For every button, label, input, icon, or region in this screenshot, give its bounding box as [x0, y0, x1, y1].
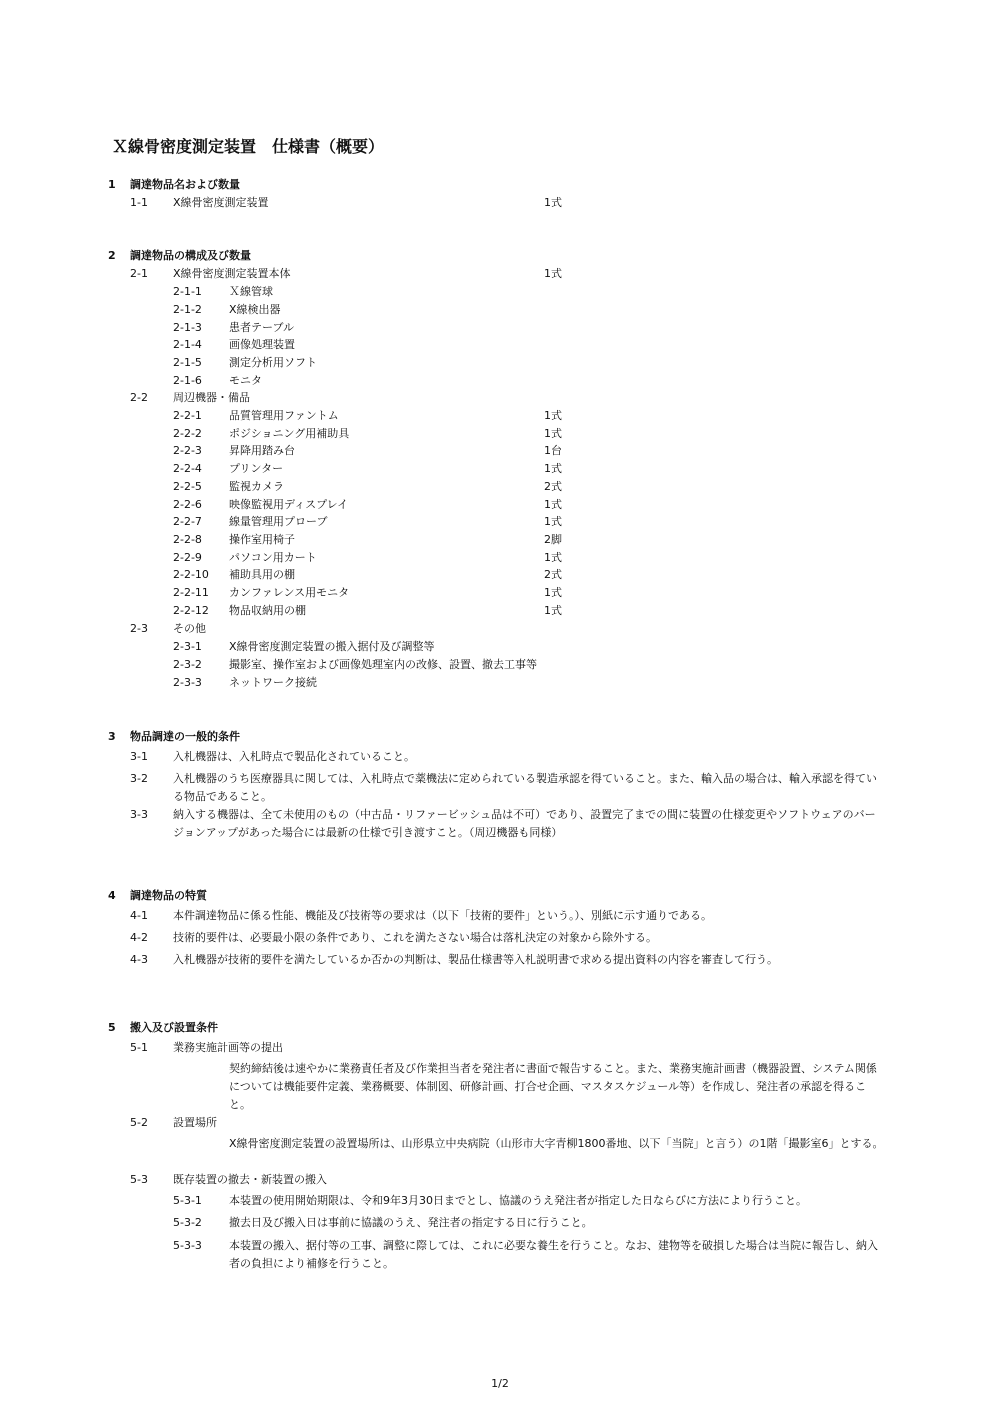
clause-text: 本件調達物品に係る性能、機能及び技術等の要求は（以下「技術的要件」という。）、別紙に示す通りである。 — [173, 909, 712, 922]
sub-item-name: 品質管理用ファントム — [229, 409, 339, 422]
sub-item-name: 撮影室、操作室および画像処理室内の改修、設置、撤去工事等 — [229, 657, 537, 671]
sub-item-code: 2-2-12 — [173, 603, 209, 617]
sub-item-qty: 1式 — [544, 603, 562, 617]
sub-item-code: 2-1-1 — [173, 285, 202, 298]
document-title: Ｘ線骨密度測定装置 仕様書（概要） — [112, 137, 385, 156]
sub-item-code: 2-2-7 — [173, 515, 202, 529]
clause-text: X線骨密度測定装置の設置場所は、山形県立中央病院（山形市大字青柳1800番地、以下「当院」と言う）の1階「撮影室6」とする。 — [229, 1137, 884, 1150]
section-number: 5 — [108, 1021, 116, 1034]
clause-text: 本装置の使用開始期限は、令和9年3月30日までとし、協議のうえ発注者が指定した日ならびに方法により行うこと。 — [229, 1194, 807, 1207]
sub-item-code: 2-3-3 — [173, 675, 202, 689]
sub-item-code: 2-2-10 — [173, 568, 209, 582]
sub-item-name: 操作室用椅子 — [229, 532, 295, 546]
sub-item-name: 監視カメラ — [229, 479, 284, 493]
sub-item-code: 2-2-9 — [173, 550, 202, 564]
section-title: 調達物品名および数量 — [130, 178, 240, 191]
section-number: 4 — [108, 889, 116, 902]
clause-code: 5-3-3 — [173, 1239, 202, 1252]
sub-item-code: 2-1-5 — [173, 356, 202, 370]
clause-code: 5-3-1 — [173, 1194, 202, 1207]
item-name: その他 — [173, 622, 206, 635]
sub-item-code: 2-2-5 — [173, 479, 202, 493]
item-code: 2-2 — [130, 391, 148, 404]
clause-heading: 設置場所 — [173, 1116, 217, 1129]
sub-item-qty: 1台 — [544, 444, 562, 458]
sub-item-qty: 1式 — [544, 409, 562, 422]
sub-item-name: 画像処理装置 — [229, 338, 295, 352]
sub-item-qty: 2脚 — [544, 532, 562, 546]
sub-item-name: 昇降用踏み台 — [229, 444, 295, 458]
clause-text: 技術的要件は、必要最小限の条件であり、これを満たさない場合は落札決定の対象から除外する。 — [173, 931, 657, 944]
clause-code: 3-1 — [130, 750, 148, 763]
item-code: 1-1 — [130, 196, 148, 209]
clause-heading: 業務実施計画等の提出 — [173, 1041, 283, 1054]
section-title: 調達物品の構成及び数量 — [130, 249, 251, 262]
sub-item-code: 2-2-11 — [173, 586, 209, 599]
sub-item-name: X線骨密度測定装置の搬入据付及び調整等 — [229, 640, 435, 653]
section-title: 搬入及び設置条件 — [130, 1021, 218, 1034]
sub-item-code: 2-1-3 — [173, 320, 202, 334]
sub-item-code: 2-1-2 — [173, 302, 202, 316]
sub-item-code: 2-1-4 — [173, 338, 202, 352]
sub-item-name: パソコン用カート — [229, 550, 317, 564]
clause-code: 5-2 — [130, 1116, 148, 1129]
item-name: X線骨密度測定装置本体 — [173, 267, 291, 280]
clause-text: 入札機器が技術的要件を満たしているか否かの判断は、製品仕様書等入札説明書で求める提出資料の内容を審査して行う。 — [173, 953, 778, 966]
item-code: 2-1 — [130, 267, 148, 280]
item-name: 周辺機器・備品 — [173, 391, 250, 404]
sub-item-code: 2-2-2 — [173, 426, 202, 440]
sub-item-name: X線検出器 — [229, 302, 281, 316]
clause-code: 3-2 — [130, 772, 148, 785]
sub-item-name: モニタ — [229, 374, 262, 387]
sub-item-code: 2-1-6 — [173, 374, 202, 387]
page-number: 1/2 — [491, 1377, 509, 1390]
clause-code: 4-1 — [130, 909, 148, 922]
sub-item-name: 補助具用の棚 — [229, 568, 295, 582]
clause-text: 撤去日及び搬入日は事前に協議のうえ、発注者の指定する日に行うこと。 — [229, 1216, 593, 1229]
clause-code: 3-3 — [130, 808, 148, 821]
clause-code: 4-3 — [130, 953, 148, 966]
sub-item-name: プリンター — [229, 462, 284, 476]
item-qty: 1式 — [544, 267, 562, 280]
sub-item-code: 2-2-1 — [173, 409, 202, 422]
sub-item-name: 映像監視用ディスプレイ — [229, 497, 349, 511]
sub-item-code: 2-3-1 — [173, 640, 202, 653]
sub-item-qty: 1式 — [544, 462, 562, 476]
clause-text: 入札機器は、入札時点で製品化されていること。 — [173, 750, 415, 763]
section-title: 物品調達の一般的条件 — [130, 730, 240, 743]
sub-item-name: 患者テーブル — [229, 320, 295, 334]
clause-code: 5-3 — [130, 1173, 148, 1186]
sub-item-qty: 1式 — [544, 497, 562, 511]
section-title: 調達物品の特質 — [130, 889, 207, 902]
clause-text: 本装置の搬入、据付等の工事、調整に際しては、これに必要な養生を行うこと。なお、建物等を破損した場合は当院に報告し、納入者の負担により補修を行うこと。 — [229, 1239, 878, 1270]
sub-item-name: ポジショニング用補助具 — [229, 426, 350, 440]
clause-text: 納入する機器は、全て未使用のもの（中古品・リファービッシュ品は不可）であり、設置完了までの間に装置の仕様変更やソフトウェアのバージョンアップがあった場合には最新の仕様で引き渡すこと。（周辺機器も同様） — [173, 808, 876, 839]
clause-code: 5-3-2 — [173, 1216, 202, 1229]
clause-code: 5-1 — [130, 1041, 148, 1054]
clause-text: 入札機器のうち医療器具に関しては、入札時点で薬機法に定められている製造承認を得ていること。また、輸入品の場合は、輸入承認を得ている物品であること。 — [173, 772, 877, 803]
item-qty: 1式 — [544, 196, 562, 209]
sub-item-code: 2-2-4 — [173, 462, 202, 476]
sub-item-code: 2-2-3 — [173, 444, 202, 458]
sub-item-qty: 1式 — [544, 426, 562, 440]
item-name: X線骨密度測定装置 — [173, 196, 269, 209]
section-number: 2 — [108, 249, 116, 262]
clause-code: 4-2 — [130, 931, 148, 944]
clause-heading: 既存装置の撤去・新装置の搬入 — [173, 1173, 327, 1186]
sub-item-code: 2-2-8 — [173, 532, 202, 546]
sub-item-qty: 1式 — [544, 515, 562, 529]
sub-item-qty: 2式 — [544, 479, 562, 493]
section-number: 3 — [108, 730, 116, 743]
sub-item-qty: 1式 — [544, 586, 562, 599]
section-number: 1 — [108, 178, 116, 191]
sub-item-name: Ｘ線管球 — [229, 285, 273, 298]
sub-item-name: ネットワーク接続 — [229, 675, 317, 689]
sub-item-code: 2-3-2 — [173, 657, 202, 671]
item-code: 2-3 — [130, 622, 148, 635]
sub-item-name: 線量管理用プローブ — [229, 515, 328, 529]
sub-item-code: 2-2-6 — [173, 497, 202, 511]
sub-item-name: 測定分析用ソフト — [229, 356, 317, 370]
sub-item-name: カンファレンス用モニタ — [229, 586, 350, 599]
sub-item-qty: 2式 — [544, 568, 562, 582]
sub-item-name: 物品収納用の棚 — [229, 603, 306, 617]
clause-text: 契約締結後は速やかに業務責任者及び作業担当者を発注者に書面で報告すること。また、業務実施計画書（機器設置、システム関係については機能要件定義、業務概要、体制図、研修計画、打合せ企画、マスタスケジュール等）を作成し、発注者の承認を得ること。 — [229, 1062, 877, 1111]
sub-item-qty: 1式 — [544, 550, 562, 564]
